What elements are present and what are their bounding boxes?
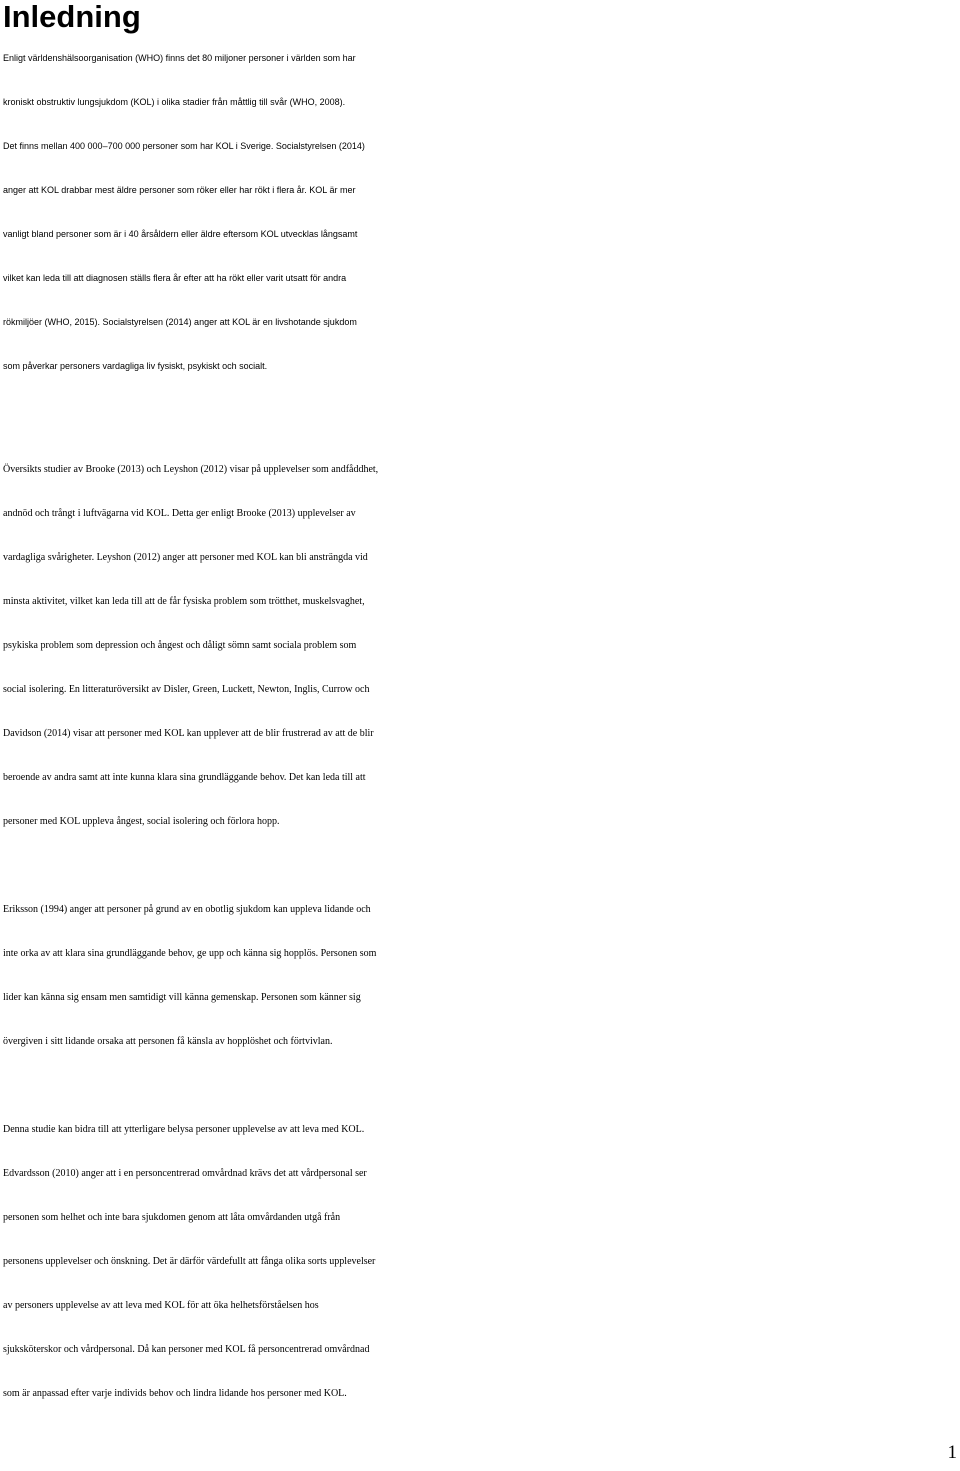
text-line: Edvardsson (2010) anger att i en personcentrerad omvårdnad krävs det att vårdpersonal ser bbox=[3, 1168, 367, 1179]
text-line: som är anpassad efter varje individs behov och lindra lidande hos personer med KOL. bbox=[3, 1388, 347, 1399]
paragraph-1 bbox=[3, 36, 960, 388]
text-line: vardagliga svårigheter. Leyshon (2012) anger att personer med KOL kan bli ansträngda vid bbox=[3, 552, 368, 563]
text-line: inte orka av att klara sina grundläggande behov, ge upp och känna sig hopplös. Personen som bbox=[3, 948, 377, 959]
text-line: Översikts studier av Brooke (2013) och Leyshon (2012) visar på upplevelser som andfåddhet, bbox=[3, 464, 379, 475]
text-line: övergiven i sitt lidande orsaka att personen få känsla av hopplöshet och förtvivlan. bbox=[3, 1036, 333, 1047]
text-line: av personers upplevelse av att leva med KOL för att öka helhetsförståelsen hos bbox=[3, 1300, 319, 1311]
page-number: 1 bbox=[947, 1442, 957, 1463]
section-heading: Inledning bbox=[3, 0, 141, 34]
paragraph-4 bbox=[3, 1108, 960, 1416]
text-line: beroende av andra samt att inte kunna klara sina grundläggande behov. Det kan leda till att bbox=[3, 772, 366, 783]
text-line: Enligt världenshälsoorganisation (WHO) finns det 80 miljoner personer i världen som har bbox=[3, 53, 356, 63]
text-line: personer med KOL uppleva ångest, social isolering och förlora hopp. bbox=[3, 816, 280, 827]
text-line: lider kan känna sig ensam men samtidigt vill känna gemenskap. Personen som känner sig bbox=[3, 992, 361, 1003]
text-line: social isolering. En litteraturöversikt av Disler, Green, Luckett, Newton, Inglis, Currow och bbox=[3, 684, 370, 695]
text-line: Davidson (2014) visar att personer med KOL kan upplever att de blir frustrerad av att de blir bbox=[3, 728, 374, 739]
text-line: Denna studie kan bidra till att ytterligare belysa personer upplevelse av att leva med KOL. bbox=[3, 1124, 365, 1135]
text-line: personen som helhet och inte bara sjukdomen genom att låta omvårdanden utgå från bbox=[3, 1212, 341, 1223]
text-line: minsta aktivitet, vilket kan leda till att de får fysiska problem som trötthet, muskelsvaghet, bbox=[3, 596, 365, 607]
text-line: kroniskt obstruktiv lungsjukdom (KOL) i olika stadier från måttlig till svår (WHO, 2008). bbox=[3, 97, 346, 107]
text-line: sjuksköterskor och vårdpersonal. Då kan personer med KOL få personcentrerad omvårdnad bbox=[3, 1344, 370, 1355]
text-line: personens upplevelser och önskning. Det är därför värdefullt att fånga olika sorts upplevelser bbox=[3, 1256, 376, 1267]
paragraph-3 bbox=[3, 888, 960, 1064]
text-line: andnöd och trångt i luftvägarna vid KOL. Detta ger enligt Brooke (2013) upplevelser av bbox=[3, 508, 356, 519]
text-line: som påverkar personers vardagliga liv fysiskt, psykiskt och socialt. bbox=[3, 361, 268, 371]
paragraph-2 bbox=[3, 448, 960, 844]
text-line: Eriksson (1994) anger att personer på grund av en obotlig sjukdom kan uppleva lidande och bbox=[3, 904, 371, 915]
text-line: Det finns mellan 400 000–700 000 personer som har KOL i Sverige. Socialstyrelsen (2014) bbox=[3, 141, 365, 151]
text-line: vanligt bland personer som är i 40 årsåldern eller äldre eftersom KOL utvecklas långsamt bbox=[3, 229, 358, 239]
text-line: vilket kan leda till att diagnosen ställs flera år efter att ha rökt eller varit utsatt för andra bbox=[3, 273, 347, 283]
text-line: rökmiljöer (WHO, 2015). Socialstyrelsen (2014) anger att KOL är en livshotande sjukdom bbox=[3, 317, 357, 327]
text-line: anger att KOL drabbar mest äldre personer som röker eller har rökt i flera år. KOL är mer bbox=[3, 185, 356, 195]
text-line: psykiska problem som depression och ångest och dåligt sömn samt sociala problem som bbox=[3, 640, 357, 651]
